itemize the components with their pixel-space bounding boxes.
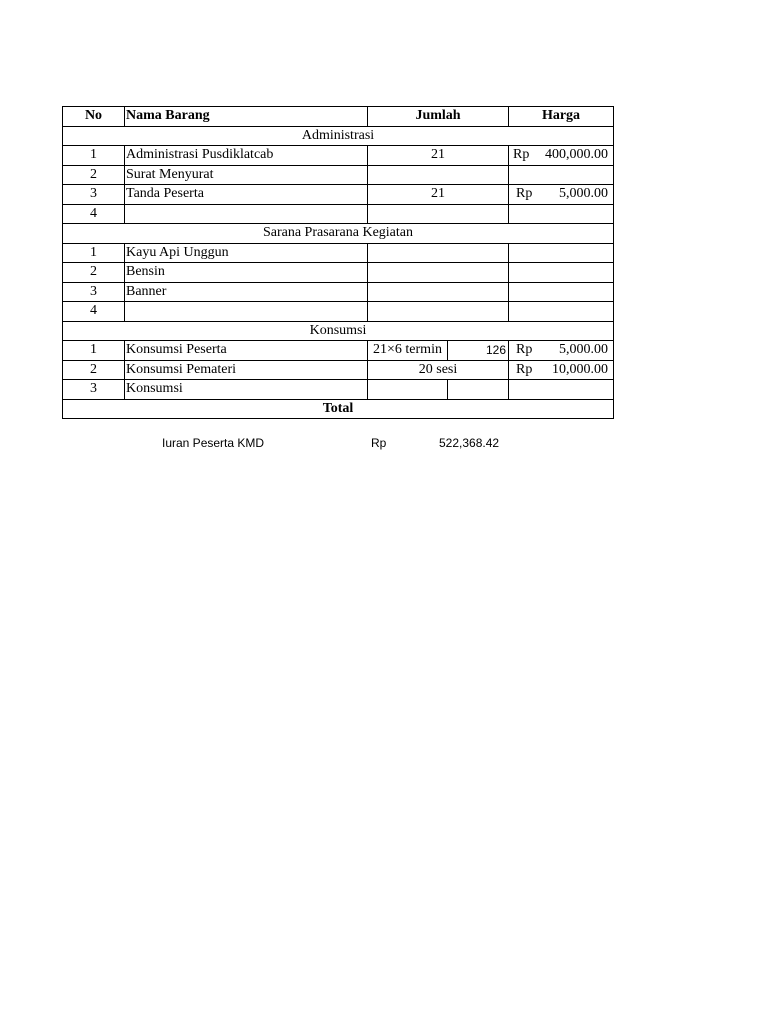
row-jumlah bbox=[368, 302, 509, 322]
section-title-konsumsi: Konsumsi bbox=[63, 321, 614, 341]
total-label: Total bbox=[63, 399, 614, 419]
row-nama: Kayu Api Unggun bbox=[125, 243, 368, 263]
header-nama-barang: Nama Barang bbox=[125, 107, 368, 127]
currency-label: Rp bbox=[516, 342, 533, 358]
header-row bbox=[63, 107, 614, 127]
row-nama: Bensin bbox=[125, 263, 368, 283]
row-nama: Tanda Peserta bbox=[125, 185, 368, 205]
row-harga bbox=[509, 243, 614, 263]
row-nama: Konsumsi Peserta bbox=[125, 341, 368, 361]
row-jumlah-total: 126 bbox=[448, 341, 509, 361]
section-row bbox=[63, 321, 614, 341]
row-jumlah bbox=[368, 243, 509, 263]
section-row bbox=[63, 224, 614, 244]
row-harga bbox=[509, 380, 614, 400]
row-no: 1 bbox=[63, 243, 125, 263]
row-jumlah-total bbox=[448, 380, 509, 400]
row-no: 4 bbox=[63, 204, 125, 224]
total-row bbox=[63, 399, 614, 419]
table-row bbox=[63, 341, 614, 361]
row-nama bbox=[125, 302, 368, 322]
section-title-sarana: Sarana Prasarana Kegiatan bbox=[63, 224, 614, 244]
row-jumlah bbox=[368, 165, 509, 185]
header-harga: Harga bbox=[509, 107, 614, 127]
table-row bbox=[63, 165, 614, 185]
row-jumlah bbox=[368, 204, 509, 224]
row-harga bbox=[509, 341, 614, 361]
budget-table bbox=[62, 106, 614, 419]
row-harga bbox=[509, 282, 614, 302]
currency-label: Rp bbox=[513, 147, 530, 163]
table-row bbox=[63, 146, 614, 166]
table-row bbox=[63, 204, 614, 224]
iuran-value: 522,368.42 bbox=[439, 436, 500, 450]
row-nama bbox=[125, 204, 368, 224]
row-nama: Konsumsi bbox=[125, 380, 368, 400]
section-title-administrasi: Administrasi bbox=[63, 126, 614, 146]
table-row bbox=[63, 185, 614, 205]
amount: 5,000.00 bbox=[559, 342, 608, 358]
table-row bbox=[63, 360, 614, 380]
iuran-label: Iuran Peserta KMD bbox=[162, 436, 265, 450]
row-no: 3 bbox=[63, 185, 125, 205]
row-harga bbox=[509, 263, 614, 283]
table-row bbox=[63, 263, 614, 283]
row-no: 4 bbox=[63, 302, 125, 322]
currency-label: Rp bbox=[516, 361, 533, 377]
row-harga bbox=[509, 360, 614, 380]
header-jumlah: Jumlah bbox=[368, 107, 509, 127]
amount: 400,000.00 bbox=[545, 147, 608, 163]
table-row bbox=[63, 380, 614, 400]
row-harga bbox=[509, 146, 614, 166]
currency-label: Rp bbox=[516, 186, 533, 202]
row-no: 2 bbox=[63, 360, 125, 380]
table-row bbox=[63, 243, 614, 263]
row-no: 2 bbox=[63, 263, 125, 283]
row-nama: Konsumsi Pemateri bbox=[125, 360, 368, 380]
iuran-line bbox=[0, 436, 768, 452]
row-no: 3 bbox=[63, 282, 125, 302]
row-jumlah bbox=[368, 380, 448, 400]
row-jumlah bbox=[368, 263, 509, 283]
row-jumlah: 21×6 termin bbox=[368, 341, 448, 361]
row-nama: Surat Menyurat bbox=[125, 165, 368, 185]
row-no: 2 bbox=[63, 165, 125, 185]
row-jumlah: 21 bbox=[368, 146, 509, 166]
row-no: 3 bbox=[63, 380, 125, 400]
header-no: No bbox=[63, 107, 125, 127]
table-row bbox=[63, 302, 614, 322]
row-jumlah: 20 sesi bbox=[368, 360, 509, 380]
row-jumlah bbox=[368, 282, 509, 302]
amount: 10,000.00 bbox=[552, 361, 608, 377]
row-nama: Administrasi Pusdiklatcab bbox=[125, 146, 368, 166]
section-row bbox=[63, 126, 614, 146]
row-harga bbox=[509, 204, 614, 224]
amount: 5,000.00 bbox=[559, 186, 608, 202]
row-no: 1 bbox=[63, 341, 125, 361]
row-harga bbox=[509, 302, 614, 322]
row-harga bbox=[509, 185, 614, 205]
row-jumlah: 21 bbox=[368, 185, 509, 205]
table-row bbox=[63, 282, 614, 302]
row-nama: Banner bbox=[125, 282, 368, 302]
row-no: 1 bbox=[63, 146, 125, 166]
row-harga bbox=[509, 165, 614, 185]
iuran-currency: Rp bbox=[371, 436, 387, 450]
